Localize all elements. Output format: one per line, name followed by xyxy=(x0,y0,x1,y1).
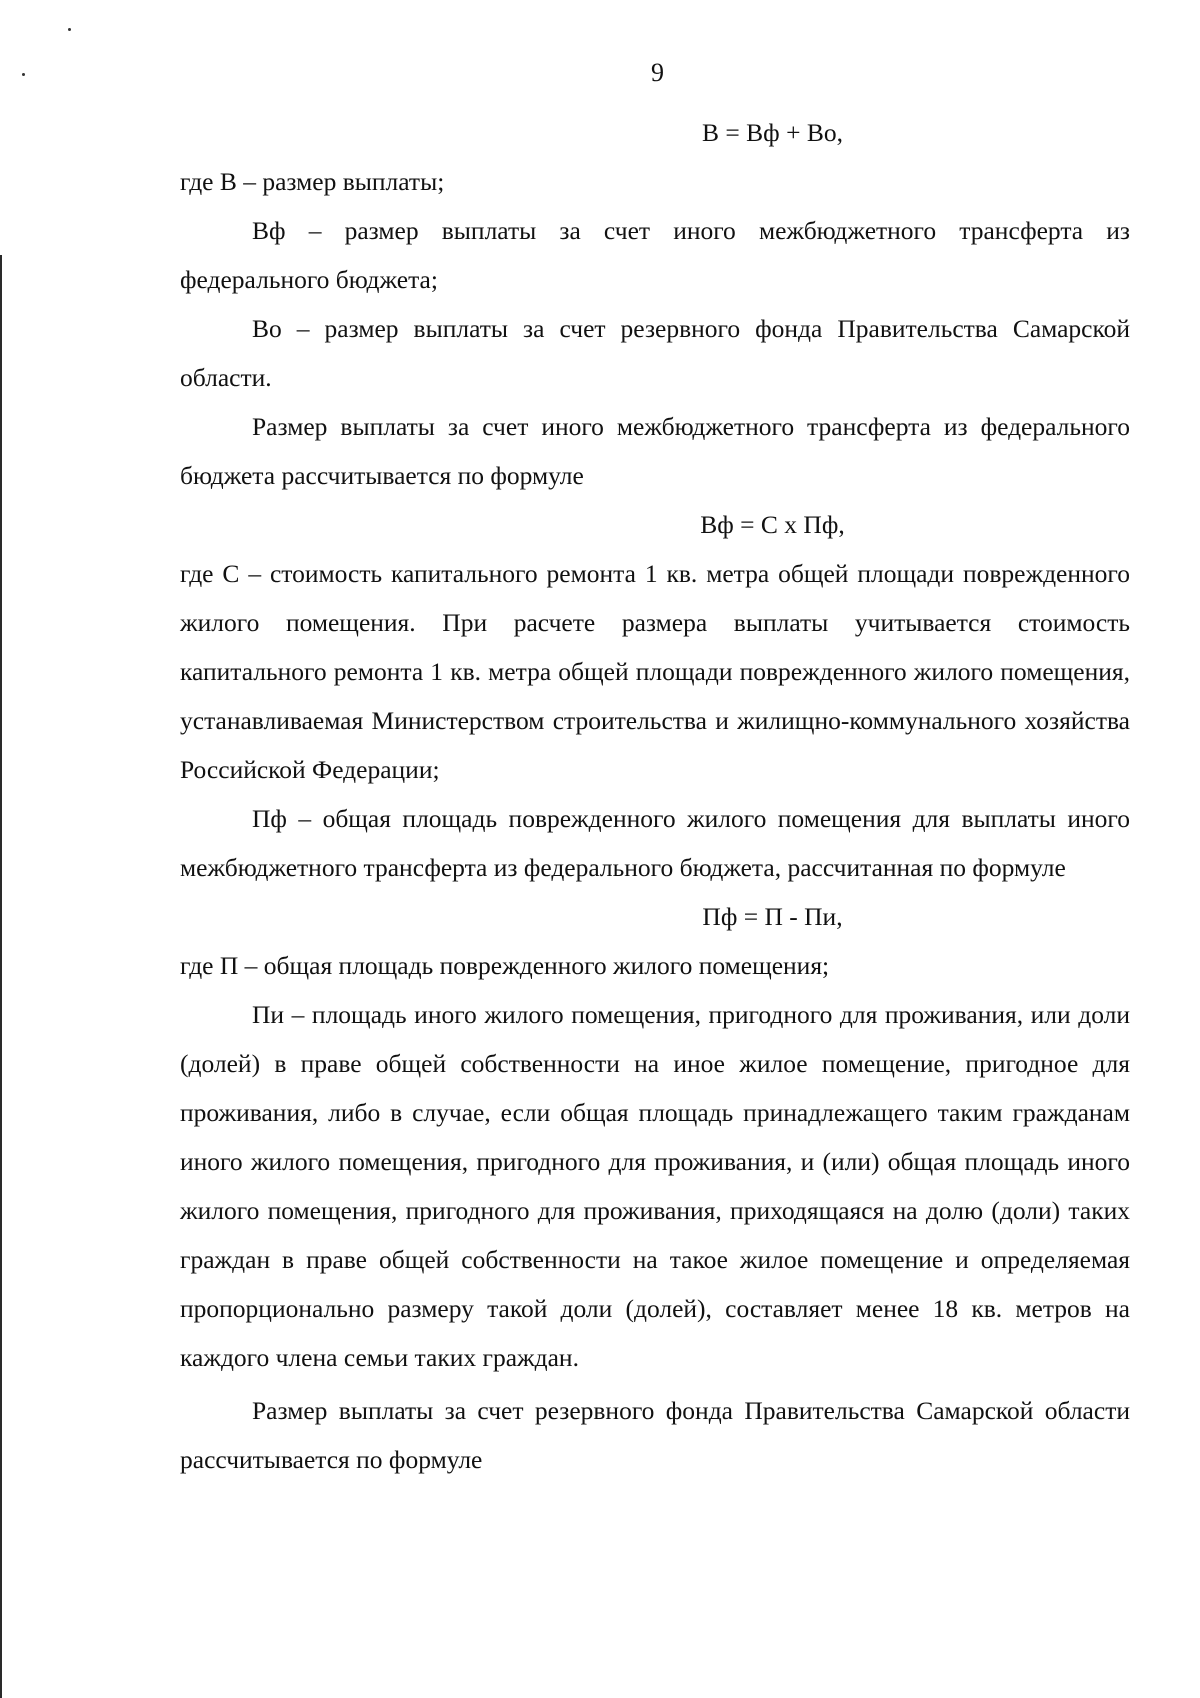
paragraph-vf-calculation: Размер выплаты за счет иного межбюджетного трансферта из федерального бюджета рассчитывается по формуле xyxy=(180,412,1130,490)
definition-pf: Пф – общая площадь поврежденного жилого помещения для выплаты иного межбюджетного трансферта из федерального бюджета, рассчитанная по формуле xyxy=(180,804,1130,882)
document-body xyxy=(180,108,1130,1484)
scan-edge-line xyxy=(0,255,2,1698)
definition-c: где С – стоимость капитального ремонта 1 кв. метра общей площади поврежденного жилого помещения. При расчете размера выплаты учитывается стоимость капитального ремонта 1 кв. метра общей площади поврежденного жилого помещения, устанавливаемая Министерством строительства и жилищно-коммунального хозяйства Российской Федерации; xyxy=(180,559,1130,784)
definition-pi: Пи – площадь иного жилого помещения, пригодного для проживания, или доли (долей) в праве общей собственности на иное жилое помещение, пригодное для проживания, либо в случае, если общая площадь принадлежащего таким гражданам иного жилого помещения, пригодного для проживания, и (или) общая площадь иного жилого помещения, пригодного для проживания, приходящаяся на долю (доли) таких граждан в праве общей собственности на такое жилое помещение и определяемая пропорционально размеру такой доли (долей), составляет менее 18 кв. метров на каждого члена семьи таких граждан. xyxy=(180,1000,1130,1372)
definition-p: где П – общая площадь поврежденного жилого помещения; xyxy=(180,951,830,980)
definition-b: где В – размер выплаты; xyxy=(180,167,445,196)
scan-speck xyxy=(68,28,71,31)
paragraph-vo-calculation: Размер выплаты за счет резервного фонда Правительства Самарской области рассчитывается по формуле xyxy=(180,1396,1130,1474)
definition-vf: Вф – размер выплаты за счет иного межбюджетного трансферта из федерального бюджета; xyxy=(180,216,1130,294)
definition-vo: Во – размер выплаты за счет резервного фонда Правительства Самарской области. xyxy=(180,314,1130,392)
formula-b: В = Вф + Во, xyxy=(702,118,843,147)
formula-pf: Пф = П - Пи, xyxy=(702,902,843,931)
page-number: 9 xyxy=(651,58,664,87)
formula-vf: Вф = С х Пф, xyxy=(700,510,845,539)
